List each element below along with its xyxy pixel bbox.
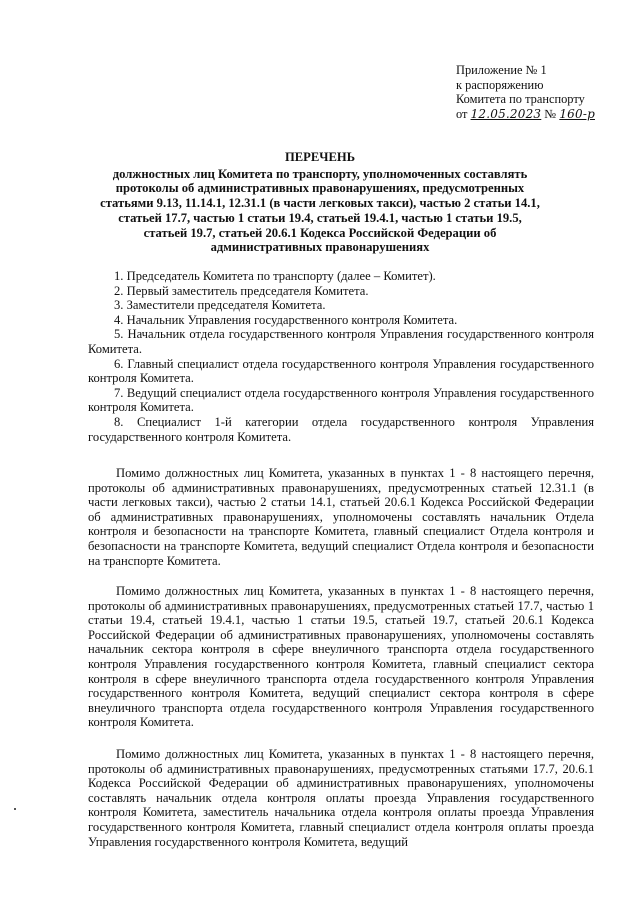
scan-speck xyxy=(14,808,16,810)
appendix-line-3: Комитета по транспорту xyxy=(456,92,585,107)
appendix-date-line xyxy=(456,107,606,122)
list-item: 7. Ведущий специалист отдела государственного контроля Управления государственного контроля Комитета. xyxy=(88,385,594,415)
document-title-block xyxy=(100,150,540,255)
paragraph-3: Помимо должностных лиц Комитета, указанных в пунктах 1 - 8 настоящего перечня, протоколы об административных правонарушениях, предусмотренных статьями 17.7, 20.6.1 Кодекса Российской Федерации об административных правонарушениях, уполномочены составлять начальник отдела контроля оплаты проезда Управления государственного контроля Комитета, заместитель начальника отдела контроля оплаты проезда Управления государственного контроля Комитета, главный специалист отдела контроля оплаты проезда Управления государственного контроля Комитета, ведущий xyxy=(88,747,594,849)
list-item: 6. Главный специалист отдела государственного контроля Управления государственного контроля Комитета. xyxy=(88,356,594,386)
list-item: 4. Начальник Управления государственного контроля Комитета. xyxy=(114,312,458,327)
appendix-line-1: Приложение № 1 xyxy=(456,63,547,77)
list-item: 3. Заместители председателя Комитета. xyxy=(114,298,326,313)
list-item: 8. Специалист 1-й категории отдела государственного контроля Управления государственного контроля Комитета. xyxy=(88,414,594,444)
list-item: 1. Председатель Комитета по транспорту (далее – Комитет). xyxy=(114,269,436,283)
handwritten-date: 12.05.2023 xyxy=(470,106,542,121)
list-item: 5. Начальник отдела государственного контроля Управления государственного контроля Комитета. xyxy=(88,327,594,356)
paragraph-2: Помимо должностных лиц Комитета, указанных в пунктах 1 - 8 настоящего перечня, протоколы об административных правонарушениях, предусмотренных статьей 17.7, частью 1 статьи 19.4, статьей 19.4.1, частью 1 статьи 19.5, статьей 19.7, статьей 20.6.1 Кодекса Российской Федерации об административных правонарушениях, уполномочены составлять начальник сектора контроля в сфере внеуличного транспорта отдела государственного контроля Управления государственного контроля Комитета, главный специалист сектора контроля в сфере внеуличного транспорта отдела государственного контроля Управления государственного контроля Комитета, ведущий специалист сектора контроля в сфере внеуличного транспорта отдела государственного контроля Управления государственного контроля Комитета. xyxy=(88,584,594,730)
document-subtitle: должностных лиц Комитета по транспорту, уполномоченных составлять протоколы об административных правонарушениях, предусмотренных статьями 9.13, 11.14.1, 12.31.1 (в части легковых такси), частью 2 статьи 14.1, статьей 17.7, частью 1 статьи 19.4, статьей 19.4.1, частью 1 статьи 19.5, статьей 19.7, статьей 20.6.1 Кодекса Российской Федерации об административных правонарушениях xyxy=(100,166,540,255)
paragraph-1: Помимо должностных лиц Комитета, указанных в пунктах 1 - 8 настоящего перечня, протоколы об административных правонарушениях, предусмотренных статьей 12.31.1 (в части легковых такси), частью 2 статьи 14.1, статьей 20.6.1 Кодекса Российской Федерации об административных правонарушениях, уполномочены составлять начальник Отдела контроля и безопасности на транспорте Комитета, главный специалист Отдела контроля и безопасности на транспорте Комитета, ведущий специалист Отдела контроля и безопасности на транспорте Комитета. xyxy=(88,466,594,568)
handwritten-number: 160-р xyxy=(559,106,595,121)
number-prefix: № xyxy=(544,106,557,121)
date-prefix: от xyxy=(456,106,468,121)
document-title: ПЕРЕЧЕНЬ xyxy=(284,150,356,164)
appendix-header xyxy=(456,63,606,121)
list-item: 2. Первый заместитель председателя Комитета. xyxy=(114,283,369,298)
officials-list xyxy=(88,269,594,444)
appendix-line-2: к распоряжению xyxy=(456,77,544,92)
